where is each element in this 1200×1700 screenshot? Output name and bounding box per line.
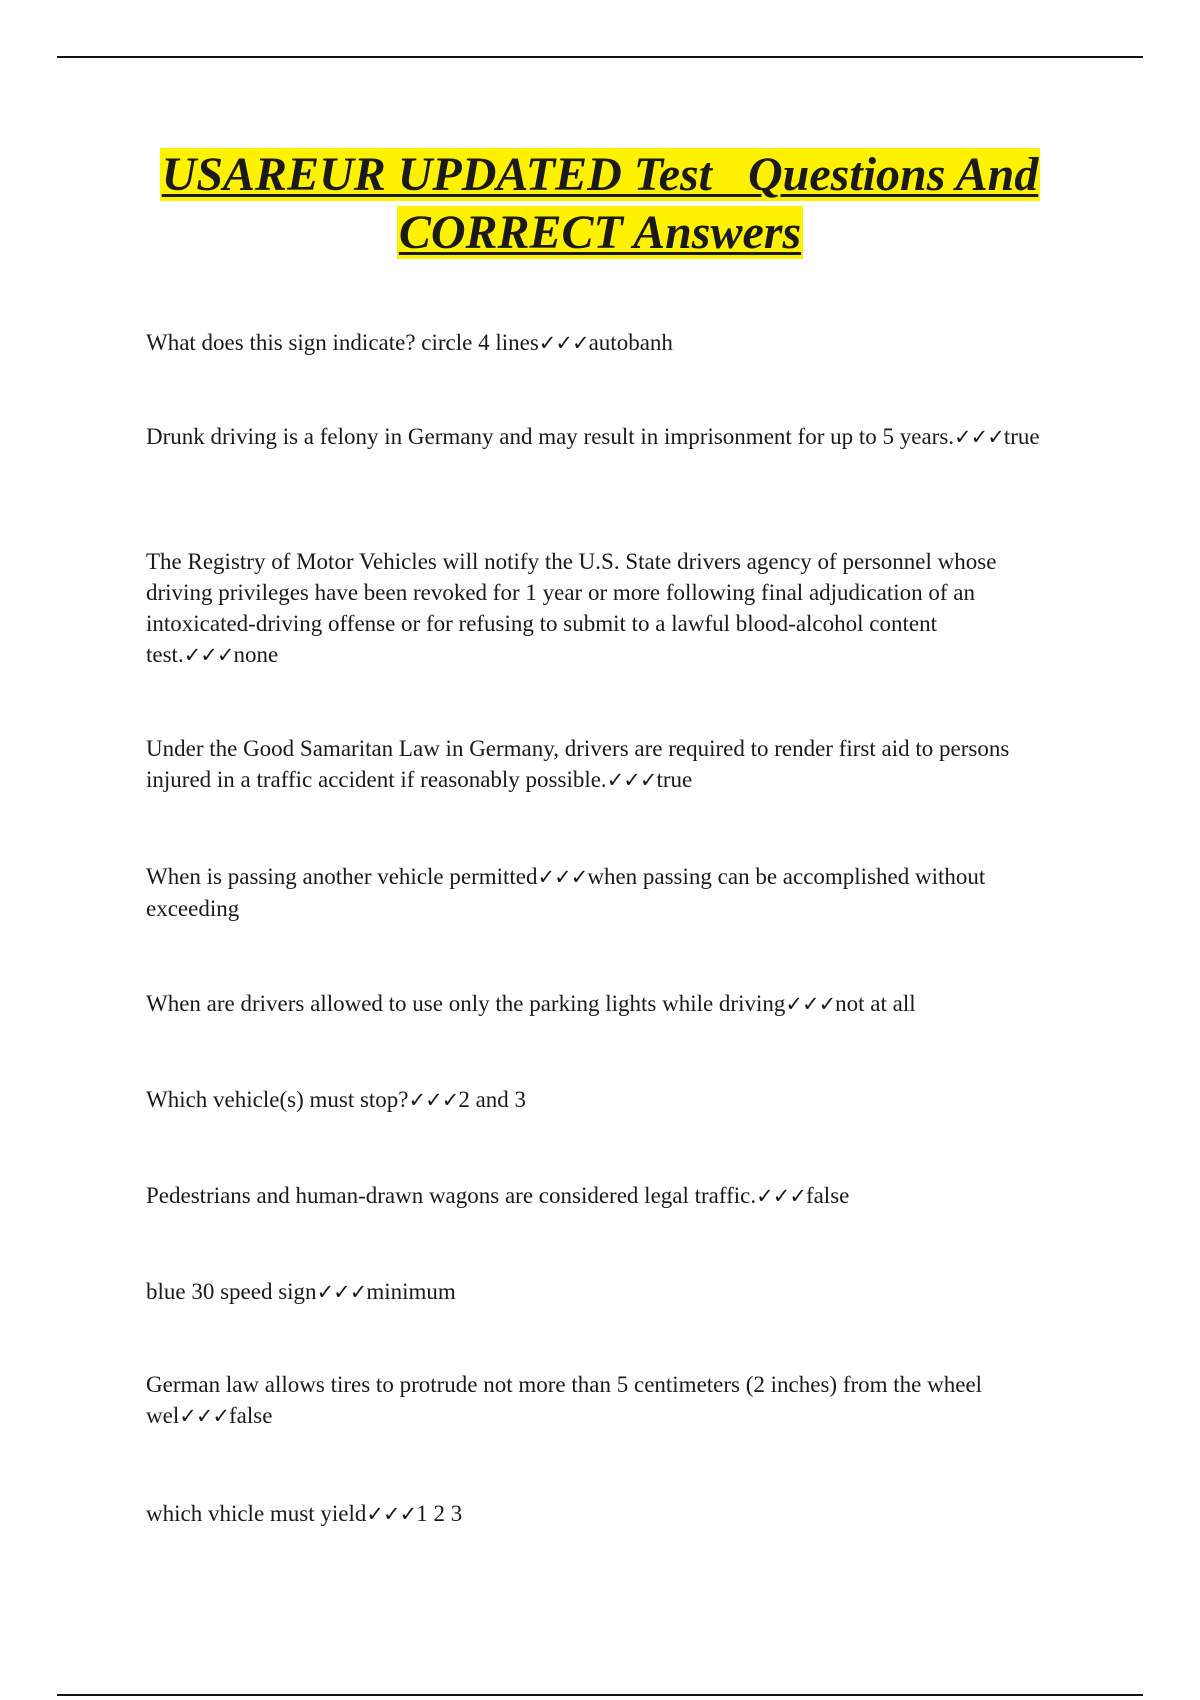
- answer-text: minimum: [366, 1279, 456, 1304]
- qa-item-9: [146, 1276, 1066, 1308]
- document-title: [100, 146, 1100, 262]
- checkmark-icon: ✓✓✓: [785, 992, 836, 1016]
- question-text: Pedestrians and human-drawn wagons are considered legal traffic.: [146, 1183, 757, 1208]
- checkmark-icon: ✓✓✓: [606, 768, 657, 792]
- answer-text: when passing can be accomplished without exceeding: [146, 864, 986, 921]
- qa-item-1: [146, 327, 1066, 359]
- question-text: What does this sign indicate? circle 4 lines: [146, 330, 539, 355]
- qa-item-5: [146, 861, 1066, 924]
- checkmark-icon: ✓✓✓: [408, 1088, 459, 1112]
- question-text: German law allows tires to protrude not more than 5 centimeters (2 inches) from the wheel wel: [146, 1372, 983, 1428]
- answer-text: none: [233, 642, 279, 667]
- qa-item-6: [146, 988, 1066, 1020]
- checkmark-icon: ✓✓✓: [179, 1404, 230, 1428]
- question-text: which vhicle must yield: [146, 1501, 367, 1526]
- answer-text: 2 and 3: [458, 1087, 527, 1112]
- qa-item-7: [146, 1084, 1066, 1116]
- checkmark-icon: ✓✓✓: [366, 1502, 417, 1526]
- answer-text: autobanh: [588, 330, 673, 355]
- qa-item-10: [146, 1369, 1066, 1432]
- checkmark-icon: ✓✓✓: [756, 1184, 806, 1208]
- qa-item-3: [146, 546, 1066, 671]
- question-text: The Registry of Motor Vehicles will notify the U.S. State drivers agency of personnel whose driving privileges have been revoked for 1 year or more following final adjudication of an intoxicated-driving offense or for refusing to submit to a lawful blood-alcohol content test.: [146, 549, 997, 667]
- answer-text: false: [805, 1183, 850, 1208]
- question-text: Which vehicle(s) must stop?: [146, 1087, 409, 1112]
- question-text: When is passing another vehicle permitted: [146, 864, 538, 889]
- checkmark-icon: ✓✓✓: [538, 331, 589, 355]
- qa-item-4: [146, 733, 1066, 796]
- checkmark-icon: ✓✓✓: [183, 643, 234, 667]
- answer-text: true: [1003, 424, 1040, 449]
- question-text: blue 30 speed sign: [146, 1279, 317, 1304]
- qa-item-8: [146, 1180, 1066, 1212]
- question-text: Drunk driving is a felony in Germany and may result in imprisonment for up to 5 years.: [146, 424, 955, 449]
- answer-text: not at all: [835, 991, 916, 1016]
- qa-item-2: [146, 421, 1066, 453]
- checkmark-icon: ✓✓✓: [954, 425, 1004, 449]
- footer-rule: [57, 1694, 1143, 1696]
- qa-item-11: [146, 1498, 1066, 1530]
- header-rule: [57, 56, 1143, 58]
- answer-text: false: [229, 1403, 273, 1428]
- checkmark-icon: ✓✓✓: [537, 865, 588, 889]
- question-text: When are drivers allowed to use only the parking lights while driving: [146, 991, 786, 1016]
- answer-text: 1 2 3: [416, 1501, 463, 1526]
- answer-text: true: [656, 767, 693, 792]
- checkmark-icon: ✓✓✓: [316, 1280, 367, 1304]
- title-line-2: CORRECT Answers: [398, 206, 802, 259]
- title-line-1: USAREUR UPDATED Test Questions And: [161, 148, 1039, 201]
- question-text: Under the Good Samaritan Law in Germany, drivers are required to render first aid to persons injured in a traffic accident if reasonably possible.: [146, 736, 1010, 792]
